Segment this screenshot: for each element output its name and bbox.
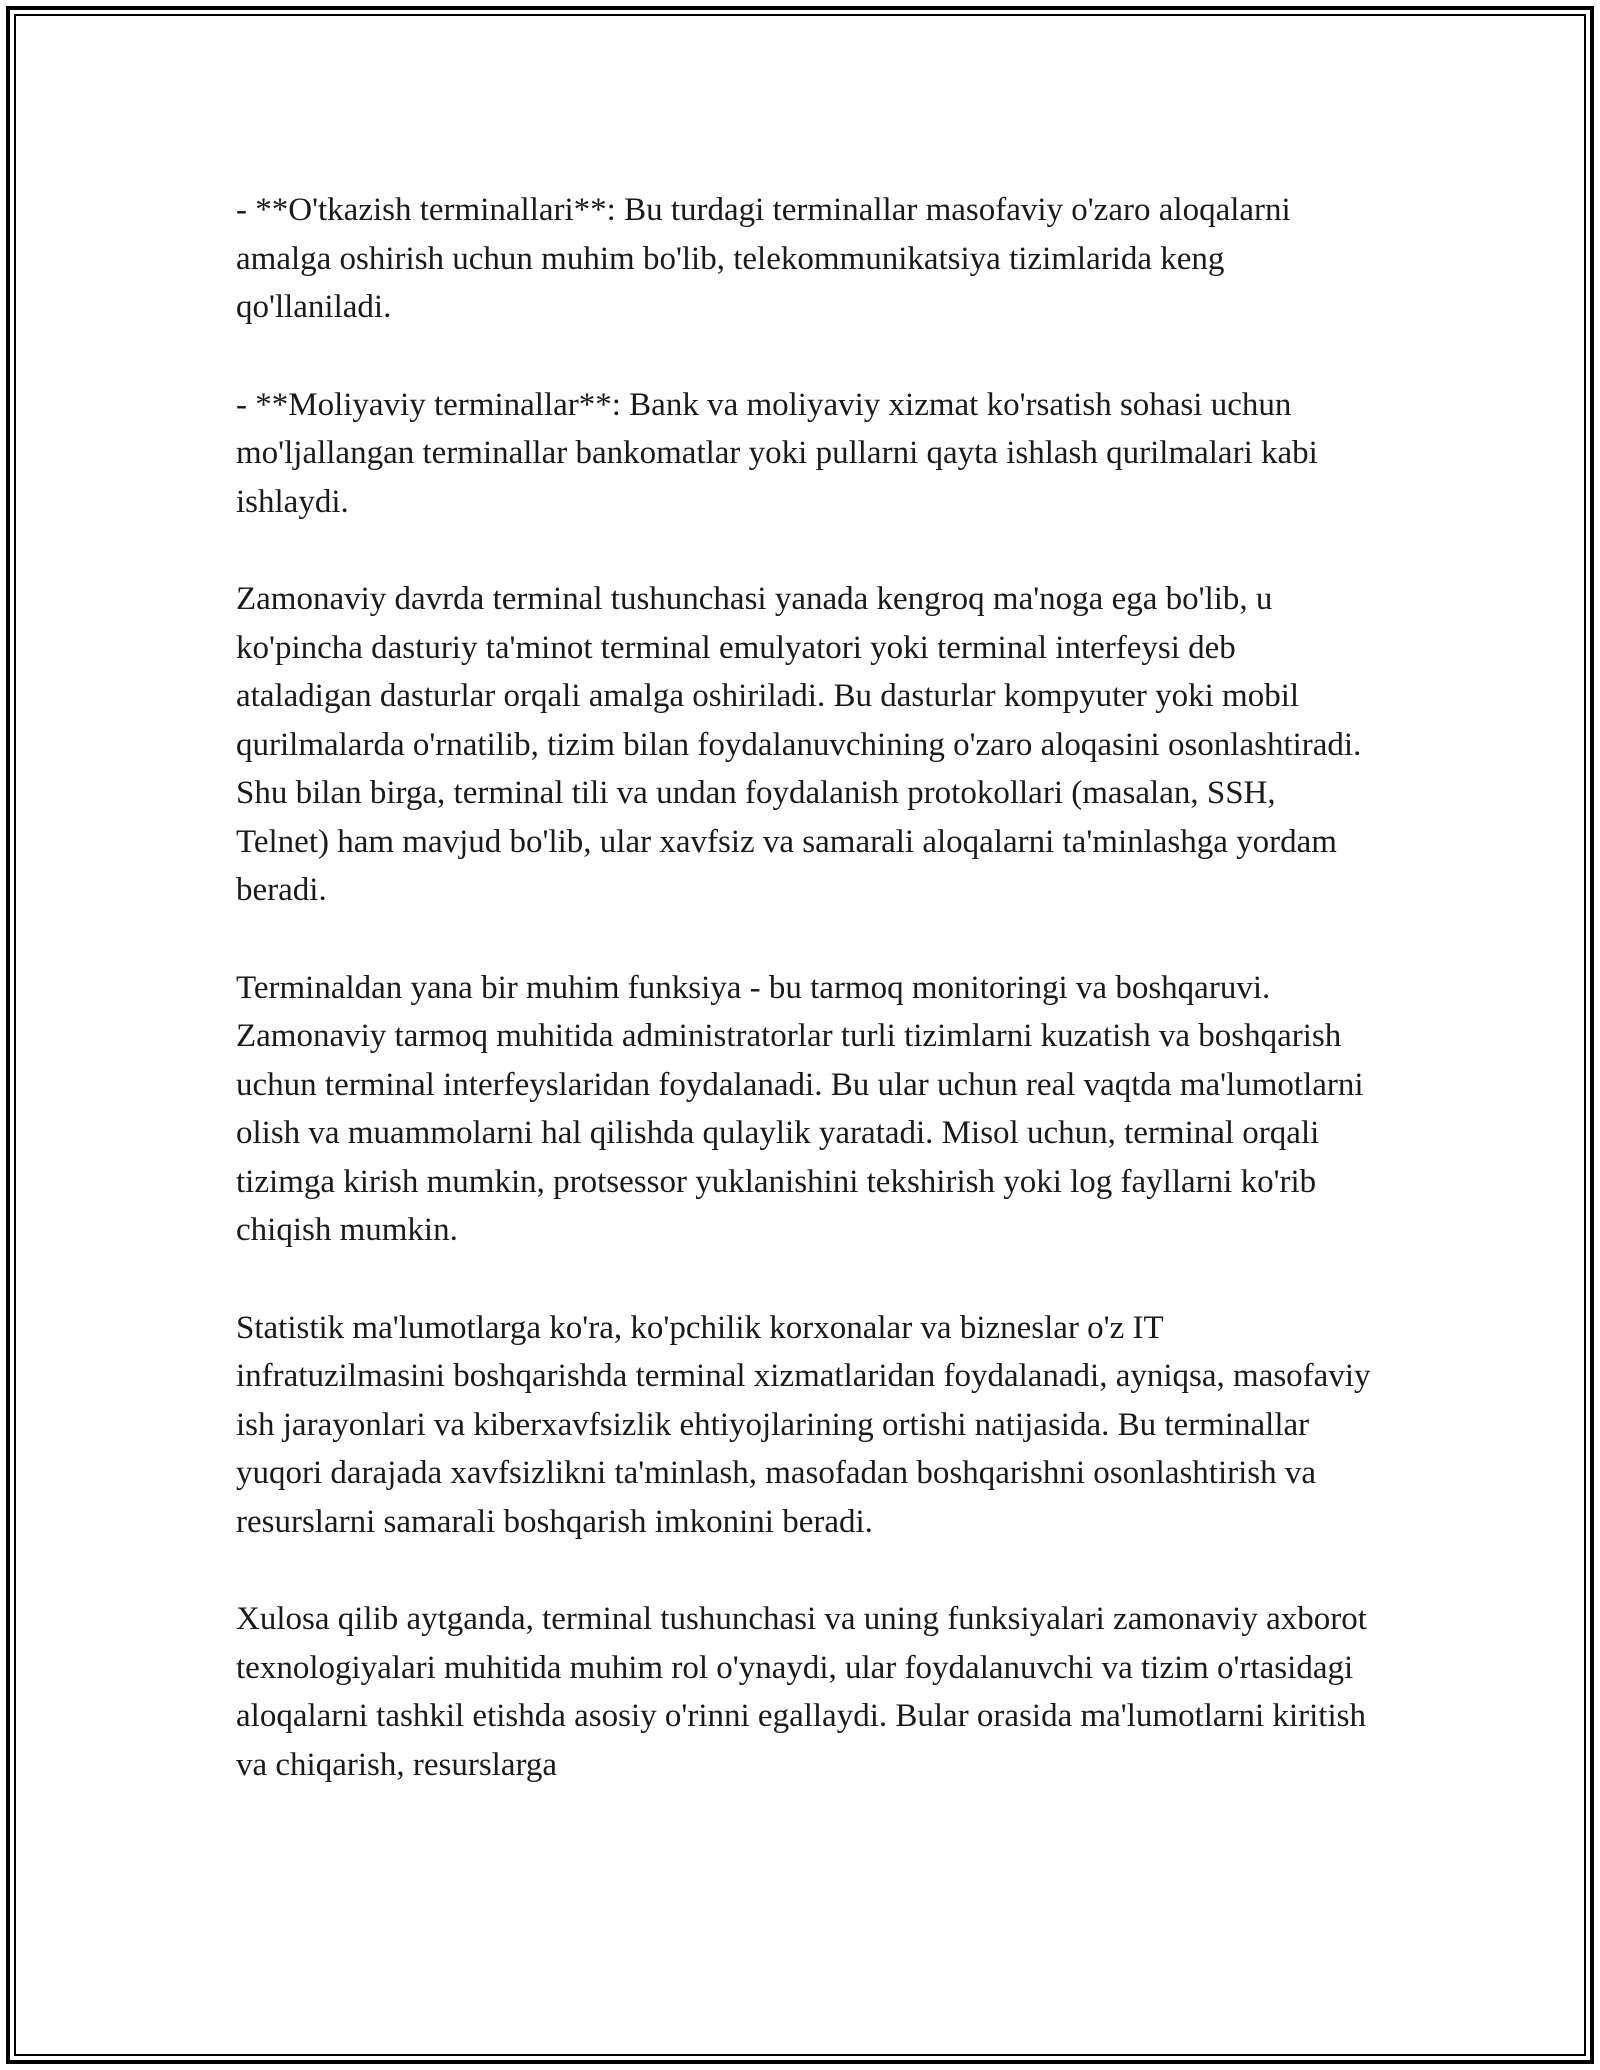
paragraph-terminal-emulator: Zamonaviy davrda terminal tushunchasi yanada kengroq ma'noga ega bo'lib, u ko'pincha dasturiy ta'minot terminal emulyatori yoki terminal interfeysi deb ataladigan dasturlar orqali amalga oshiriladi. Bu dasturlar kompyuter yoki mobil qurilmalarda o'rnatilib, tizim bilan foydalanuvchining o'zaro aloqasini osonlashtiradi. Shu bilan birga, terminal tili va undan foydalanish protokollari (masalan, SSH, Telnet) ham mavjud bo'lib, ular xavfsiz va samarali aloqalarni ta'minlashga yordam beradi. xyxy=(236,581,1362,908)
paragraph-statistics: Statistik ma'lumotlarga ko'ra, ko'pchilik korxonalar va bizneslar o'z IT infratuzilmasini boshqarishda terminal xizmatlaridan foydalanadi, ayniqsa, masofaviy ish jarayonlari va kiberxavfsizlik ehtiyojlarining ortishi natijasida. Bu terminallar yuqori darajada xavfsizlikni ta'minlash, masofadan boshqarishni osonlashtirish va resurslarni samarali boshqarish imkonini beradi. xyxy=(236,1309,1371,1540)
paragraph-conclusion: Xulosa qilib aytganda, terminal tushunchasi va uning funksiyalari zamonaviy axborot texnologiyalari muhitida muhim rol o'ynaydi, ular foydalanuvchi va tizim o'rtasidagi aloqalarni tashkil etishda asosiy o'rinni egallaydi. Bular orasida ma'lumotlarni kiritish va chiqarish, resurslarga xyxy=(236,1601,1367,1783)
paragraph-otkazish-terminallari: - **O'tkazish terminallari**: Bu turdagi terminallar masofaviy o'zaro aloqalarni amalga oshirish uchun muhim bo'lib, telekommunikatsiya tizimlarida keng qo'llaniladi. xyxy=(236,192,1291,325)
paragraph-moliyaviy-terminallar: - **Moliyaviy terminallar**: Bank va moliyaviy xizmat ko'rsatish sohasi uchun mo'ljallangan terminallar bankomatlar yoki pullarni qayta ishlash qurilmalari kabi ishlaydi. xyxy=(236,386,1318,520)
paragraph-network-monitoring: Terminaldan yana bir muhim funksiya - bu tarmoq monitoringi va boshqaruvi. Zamonaviy tarmoq muhitida administratorlar turli tizimlarni kuzatish va boshqarish uchun terminal interfeyslaridan foydalanadi. Bu ular uchun real vaqtda ma'lumotlarni olish va muammolarni hal qilishda qulaylik yaratadi. Misol uchun, terminal orqali tizimga kirish mumkin, protsessor yuklanishini tekshirish yoki log fayllarni ko'rib chiqish mumkin. xyxy=(236,969,1364,1248)
document-body xyxy=(236,186,1376,1838)
